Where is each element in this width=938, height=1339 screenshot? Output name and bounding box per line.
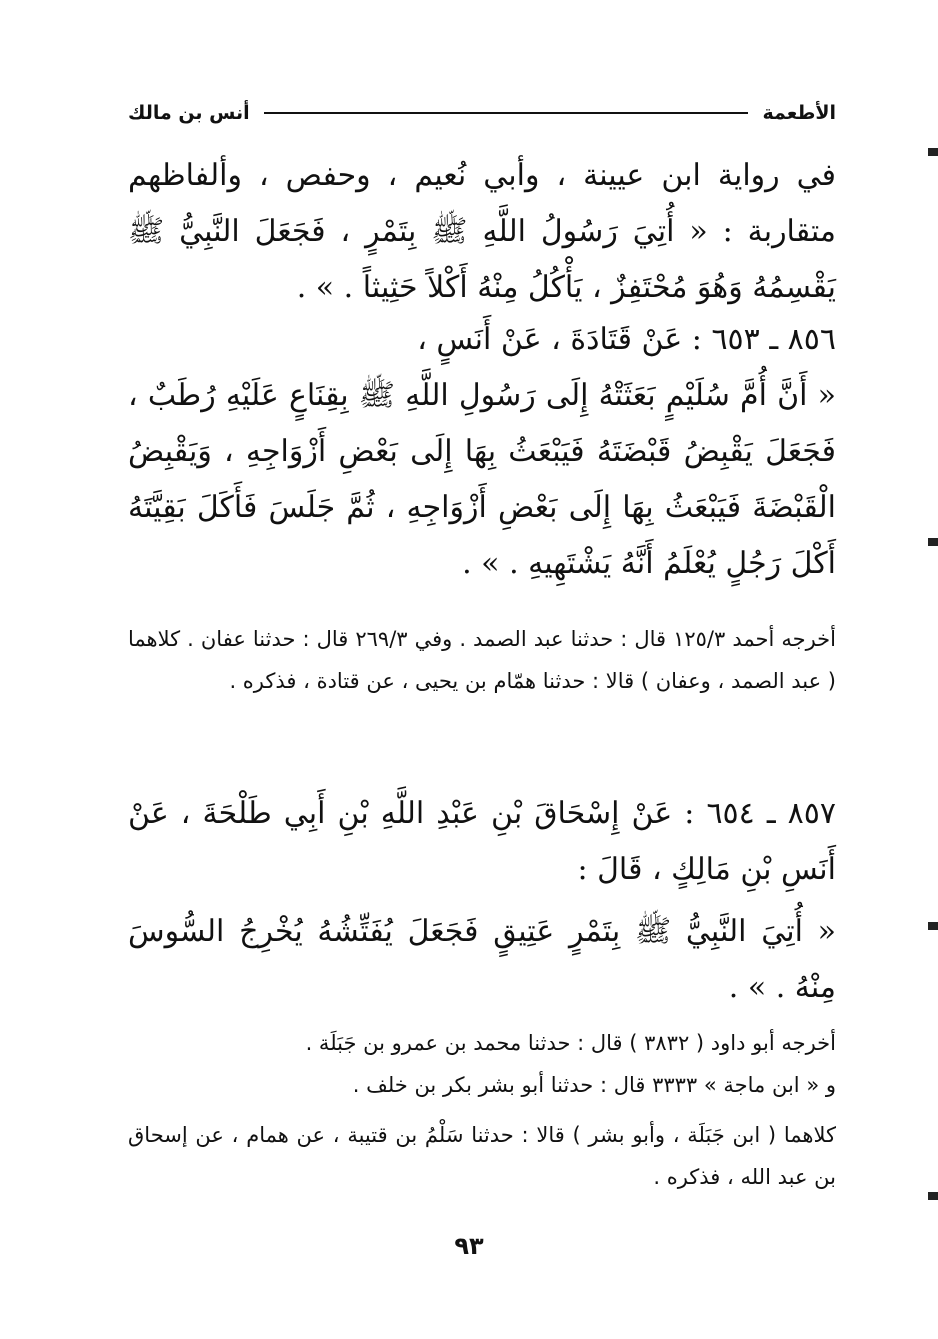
continuation-text: في رواية ابن عيينة ، وأبي نُعيم ، وحفص ، وألفاظهم متقاربة : « أُتِيَ رَسُولُ اللَّهِ ﷺ بِتَمْرٍ ، فَجَعَلَ النَّبِيُّ ﷺ يَقْسِمُهُ وَهُوَ مُحْتَفِزٌ ، يَأْكُلُ مِنْهُ أَكْلاً حَثِيثاً . » . bbox=[128, 158, 836, 305]
margin-mark bbox=[928, 1192, 938, 1200]
margin-mark bbox=[928, 922, 938, 930]
hadith-856-text: « أَنَّ أُمَّ سُلَيْمٍ بَعَثَتْهُ إِلَى رَسُولِ اللَّهِ ﷺ بِقِنَاعٍ عَلَيْهِ رُطَبٌ ، فَجَعَلَ يَقْبِضُ قَبْضَتَهُ فَيَبْعَثُ بِهَا إِلَى بَعْضِ أَزْوَاجِهِ ، وَيَقْبِضُ الْقَبْضَةَ فَيَبْعَثُ بِهَا إِلَى بَعْضِ أَزْوَاجِهِ ، ثُمَّ جَلَسَ فَأَكَلَ بَقِيَّتَهُ أَكْلَ رَجُلٍ يُعْلَمُ أَنَّهُ يَشْتَهِيهِ . » . bbox=[128, 378, 836, 581]
margin-mark bbox=[928, 538, 938, 546]
continuation-paragraph bbox=[128, 148, 836, 316]
hadith-857-chain: ٨٥٧ ـ ٦٥٤ : عَنْ إِسْحَاقَ بْنِ عَبْدِ اللَّهِ بْنِ أَبِي طَلْحَةَ ، عَنْ أَنَسِ بْنِ مَالِكٍ ، قَالَ : bbox=[128, 796, 836, 887]
margin-mark bbox=[928, 148, 938, 156]
header-rule bbox=[264, 112, 749, 114]
chapter-title: الأطعمة bbox=[762, 102, 836, 124]
hadith-856-chain: ٨٥٦ ـ ٦٥٣ : عَنْ قَتَادَةَ ، عَنْ أَنَسٍ ، bbox=[417, 322, 836, 357]
hadith-857-text: « أُتِيَ النَّبِيُّ ﷺ بِتَمْرٍ عَتِيقٍ فَجَعَلَ يُفَتِّشُهُ يُخْرِجُ السُّوسَ مِنْهُ . » . bbox=[128, 914, 836, 1005]
takhrij-857 bbox=[128, 1022, 836, 1198]
takhrij-856 bbox=[128, 618, 836, 702]
hadith-856 bbox=[128, 312, 836, 592]
page-number: ٩٣ bbox=[454, 1232, 484, 1260]
takhrij-857-line2: و « ابن ماجة » ٣٣٣٣ قال : حدثنا أبو بشر بكر بن خلف . bbox=[352, 1073, 836, 1097]
hadith-857 bbox=[128, 786, 836, 1016]
takhrij-857-line1: أخرجه أبو داود ( ٣٨٣٢ ) قال : حدثنا محمد بن عمرو بن جَبَلَة . bbox=[305, 1031, 836, 1055]
running-header bbox=[128, 96, 836, 130]
narrator-title: أنس بن مالك bbox=[128, 102, 250, 124]
takhrij-857-line3: كلاهما ( ابن جَبَلَة ، وأبو بشر ) قالا : حدثنا سَلْمُ بن قتيبة ، عن همام ، عن إسحاق بن عبد الله ، فذكره . bbox=[128, 1123, 836, 1189]
takhrij-856-text: أخرجه أحمد ١٢٥/٣ قال : حدثنا عبد الصمد . وفي ٢٦٩/٣ قال : حدثنا عفان . كلاهما ( عبد الصمد ، وعفان ) قالا : حدثنا همّام بن يحيى ، عن قتادة ، فذكره . bbox=[128, 627, 836, 693]
